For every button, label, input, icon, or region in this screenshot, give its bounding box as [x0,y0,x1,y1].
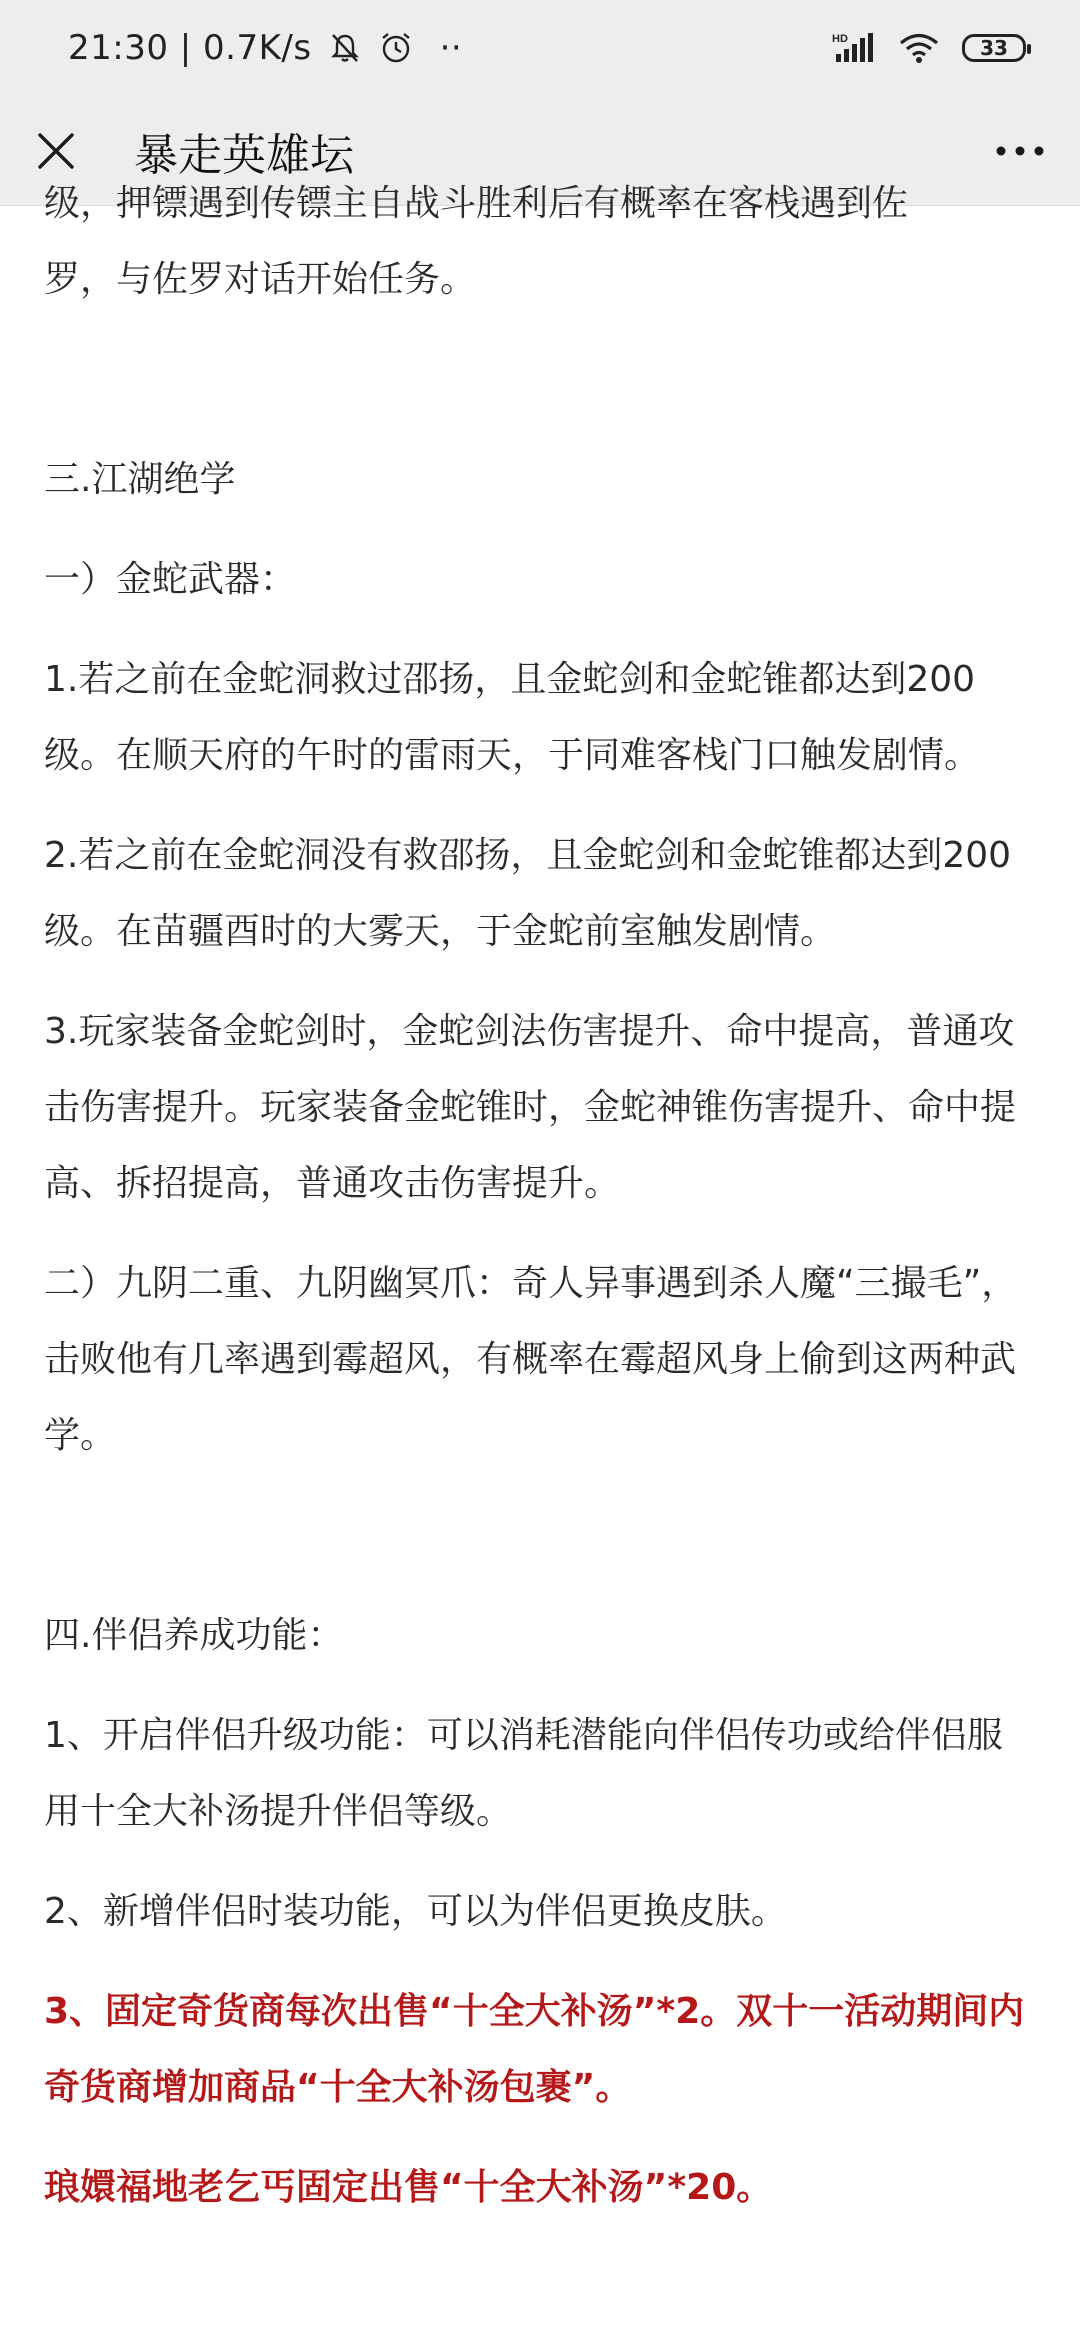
section-3-item-1: 1.若之前在金蛇洞救过邵扬，且金蛇剑和金蛇锥都达到200级。在顺天府的午时的雷雨天，于同难客栈门口触发剧情。 [44,659,981,776]
status-bar [0,0,1080,96]
paragraph-intro-end: 罗，与佐罗对话开始任务。 [44,259,477,300]
article-body [44,166,1036,2226]
status-left [68,28,462,68]
article-content [0,183,1080,2340]
section-3-item-3: 3.玩家装备金蛇剑时，金蛇剑法伤害提升、命中提高，普通攻击伤害提升。玩家装备金蛇锥时，金蛇神锥伤害提升、命中提高、拆招提高，普通攻击伤害提升。 [44,1011,1017,1204]
more-dots-icon [995,145,1045,157]
section-3-subheading-2: 二）九阴二重、九阴幽冥爪：奇人异事遇到杀人魔“三撮毛”，击败他有几率遇到霉超风，有概率在霉超风身上偷到这两种武学。 [44,1263,1018,1456]
alarm-icon [378,30,414,66]
section-4-item-3-highlight: 3、固定奇货商每次出售“十全大补汤”*2。双十一活动期间内奇货商增加商品“十全大补汤包裹”。 [44,1991,1025,2108]
cellular-signal-icon [832,32,876,64]
section-3-item-2: 2.若之前在金蛇洞没有救邵扬，且金蛇剑和金蛇锥都达到200级。在苗疆酉时的大雾天，于金蛇前室触发剧情。 [44,835,1012,952]
status-overflow-dots: ·· [439,28,463,68]
section-4-title: 四.伴侣养成功能： [44,1615,344,1656]
close-icon [36,131,76,171]
section-4-item-4-highlight: 琅嬛福地老乞丐固定出售“十全大补汤”*20。 [44,2167,773,2208]
status-time-speed: 21:30 | 0.7K/s [68,28,312,68]
section-3-title: 三.江湖绝学 [44,459,236,500]
svg-text:HD: HD [832,33,848,45]
mute-notification-icon [328,31,362,65]
page-title: 暴走英雄坛 [134,129,354,181]
section-3-subheading-1: 一）金蛇武器： [44,559,297,600]
article-cutoff-line: 级，押镖遇到传镖主自战斗胜利后有概率在客栈遇到佐 [44,183,909,224]
wifi-icon [898,32,940,64]
status-right [832,32,1026,64]
section-4-item-1: 1、开启伴侣升级功能：可以消耗潜能向伴侣传功或给伴侣服用十全大补汤提升伴侣等级。 [44,1715,1003,1832]
section-4-item-2: 2、新增伴侣时装功能，可以为伴侣更换皮肤。 [44,1891,787,1932]
battery-icon: 33 [962,34,1026,62]
